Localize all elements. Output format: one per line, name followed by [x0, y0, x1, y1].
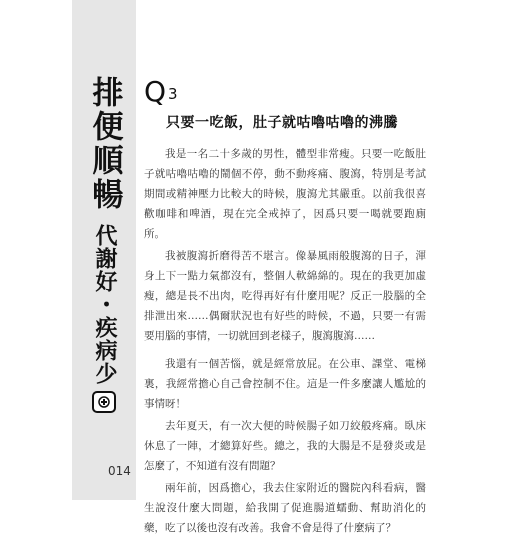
- medical-cross-icon: [92, 391, 116, 413]
- paragraph: 我被腹瀉折磨得苦不堪言。像暴風雨般腹瀉的日子，渾身上下一點力氣都沒有，整個人軟綿綿的。現在的我更加虛瘦，總是長不出肉，吃得再好有什麼用呢？反正一股腦的全排泄出來……偶爾狀況也有好些的時候，不過，只要一有需要用腦的事情，一切就回到老樣子，腹瀉腹瀉……: [144, 250, 426, 342]
- paragraph: 兩年前，因爲擔心，我去住家附近的醫院內科看病，醫生說沒什麼大問題，給我開了促進腸道蠕動、幫助消化的藥，吃了以後也沒有改善。我會不會是得了什麼病了？: [144, 482, 426, 534]
- question-mark-label: Q: [144, 75, 167, 108]
- page-number: 014: [108, 464, 131, 478]
- chapter-title: 排便順暢: [86, 76, 123, 212]
- paragraph: 去年夏天，有一次大便的時候腸子如刀絞般疼痛。臥床休息了一陣，才總算好些。總之，我的大腸是不是發炎或是怎麼了，不知道有沒有問題？: [144, 420, 426, 472]
- chapter-title-block: [80, 76, 128, 413]
- chapter-subtitle: 代謝好・疾病少: [92, 224, 117, 385]
- question-number: 3: [168, 85, 178, 103]
- paragraph: 我是一名二十多歲的男性，體型非常瘦。只要一吃飯肚子就咕嚕咕嚕的鬧個不停，動不動疼痛、腹瀉，特別是考試期間或精神壓力比較大的時候，腹瀉尤其嚴重。以前我很喜歡咖啡和啤酒，現在完全戒掉了，因爲只要一喝就要跑廁所。: [144, 148, 426, 240]
- body-text: [144, 144, 426, 540]
- paragraph: 我還有一個苦惱，就是經常放屁。在公車、課堂、電梯裏，我經常擔心自己會控制不住。這是一件多麼讓人尷尬的事情呀！: [144, 358, 426, 410]
- question-title: 只要一吃飯，肚子就咕嚕咕嚕的沸騰: [166, 115, 398, 131]
